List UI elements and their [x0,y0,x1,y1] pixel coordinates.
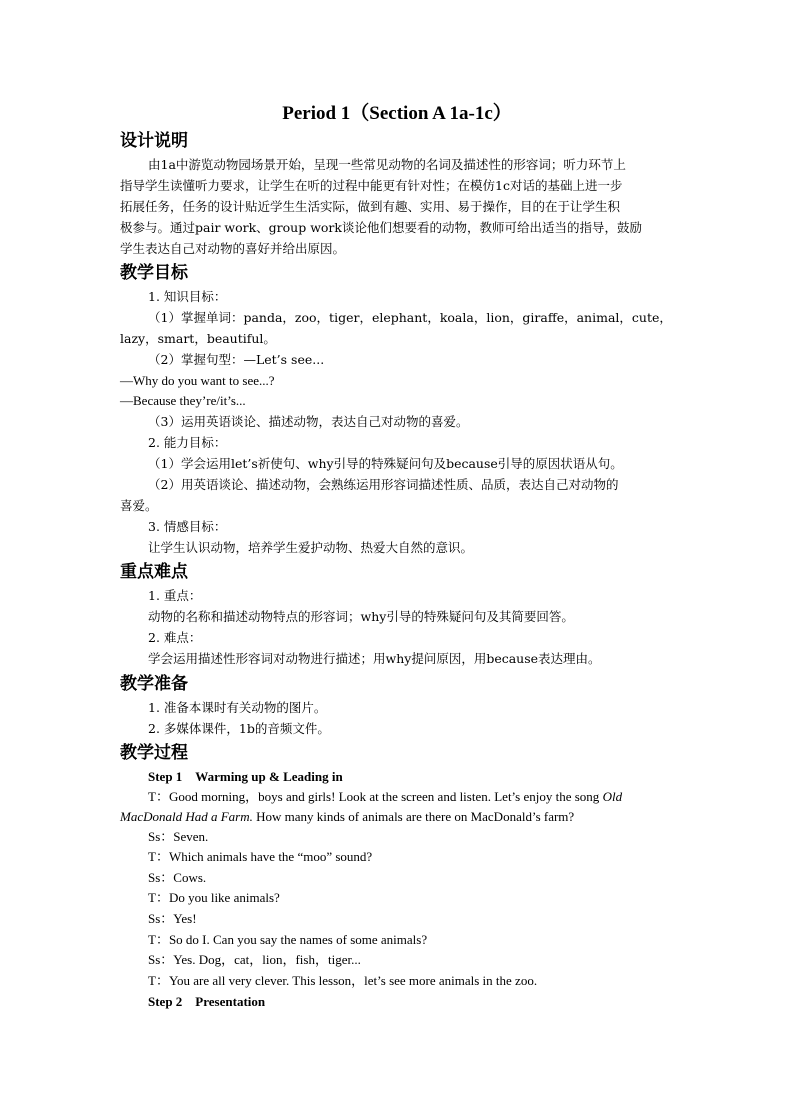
prep-line-1: 1. 准备本课时有关动物的图片。 [148,700,327,715]
song-title-part-2: MacDonald Had a Farm. [120,809,253,824]
dialogue-t-3: T：Do you like animals? [148,890,280,905]
dialogue-t-1 [148,789,674,805]
heading-design: 设计说明 [120,131,188,151]
dialogue-s-4: Ss：Yes. Dog，cat，lion，fish，tiger... [148,952,361,967]
goals-line-11: 喜爱。 [120,498,158,513]
dialogue-s-1: Ss：Seven. [148,829,209,844]
step-2-heading: Step 2 Presentation [148,994,266,1009]
step-1-heading: Step 1 Warming up & Leading in [148,769,343,784]
goals-line-3: lazy，smart，beautiful。 [120,331,276,346]
dialogue-t-2: T：Which animals have the “moo” sound? [148,849,373,864]
dialogue-t-4: T：So do I. Can you say the names of some animals? [148,932,428,947]
heading-goals: 教学目标 [120,263,188,283]
key-line-1: 1. 重点： [148,588,202,603]
design-line-2: 指导学生读懂听力要求，让学生在听的过程中能更有针对性；在模仿1c对话的基础上进一步 [120,178,623,193]
goals-line-12: 3. 情感目标： [148,519,227,534]
heading-process: 教学过程 [120,743,188,763]
dialogue-t-1-cont-text: How many kinds of animals are there on MacDonald’s farm? [252,809,575,824]
goals-line-6: —Because they’re/it’s... [120,393,246,408]
key-line-2: 动物的名称和描述动物特点的形容词；why引导的特殊疑问句及其简要回答。 [148,609,574,624]
dialogue-t-5: T：You are all very clever. This lesson，let’s see more animals in the zoo. [148,973,538,988]
song-title-part-1: Old [602,789,623,804]
heading-prep: 教学准备 [120,674,188,694]
goals-line-9: （1）学会运用let’s祈使句、why引导的特殊疑问句及because引导的原因状语从句。 [148,456,623,471]
goals-line-4: （2）掌握句型：—Let’s see... [148,352,325,367]
goals-line-13: 让学生认识动物，培养学生爱护动物、热爱大自然的意识。 [148,540,474,555]
heading-key: 重点难点 [120,562,188,582]
goals-line-8: 2. 能力目标： [148,435,227,450]
key-line-3: 2. 难点： [148,630,202,645]
dialogue-s-2: Ss：Cows. [148,870,207,885]
goals-line-2: （1）掌握单词：panda，zoo，tiger，elephant，koala，lion，giraffe，animal，cute， [148,310,672,325]
key-line-4: 学会运用描述性形容词对动物进行描述；用why提问原因，用because表达理由。 [148,651,601,666]
goals-line-5: —Why do you want to see...? [120,373,275,388]
goals-line-7: （3）运用英语谈论、描述动物，表达自己对动物的喜爱。 [148,414,469,429]
design-line-4: 极参与。通过pair work、group work谈论他们想要看的动物，教师可给出适当的指导，鼓励 [120,220,642,235]
page-title: Period 1（Section A 1a-1c） [282,103,512,124]
dialogue-s-3: Ss：Yes! [148,911,197,926]
dialogue-t-1-text: T：Good morning，boys and girls! Look at the screen and listen. Let’s enjoy the song [148,789,603,804]
design-line-1: 由1a中游览动物园场景开始，呈现一些常见动物的名词及描述性的形容词；听力环节上 [148,157,626,172]
goals-line-1: 1. 知识目标： [148,289,227,304]
goals-line-10: （2）用英语谈论、描述动物，会熟练运用形容词描述性质、品质，表达自己对动物的 [148,477,619,492]
prep-line-2: 2. 多媒体课件，1b的音频文件。 [148,721,330,736]
design-line-5: 学生表达自己对动物的喜好并给出原因。 [120,241,346,256]
dialogue-t-1-cont [120,809,574,825]
design-line-3: 拓展任务，任务的设计贴近学生生活实际，做到有趣、实用、易于操作，目的在于让学生积 [120,199,621,214]
